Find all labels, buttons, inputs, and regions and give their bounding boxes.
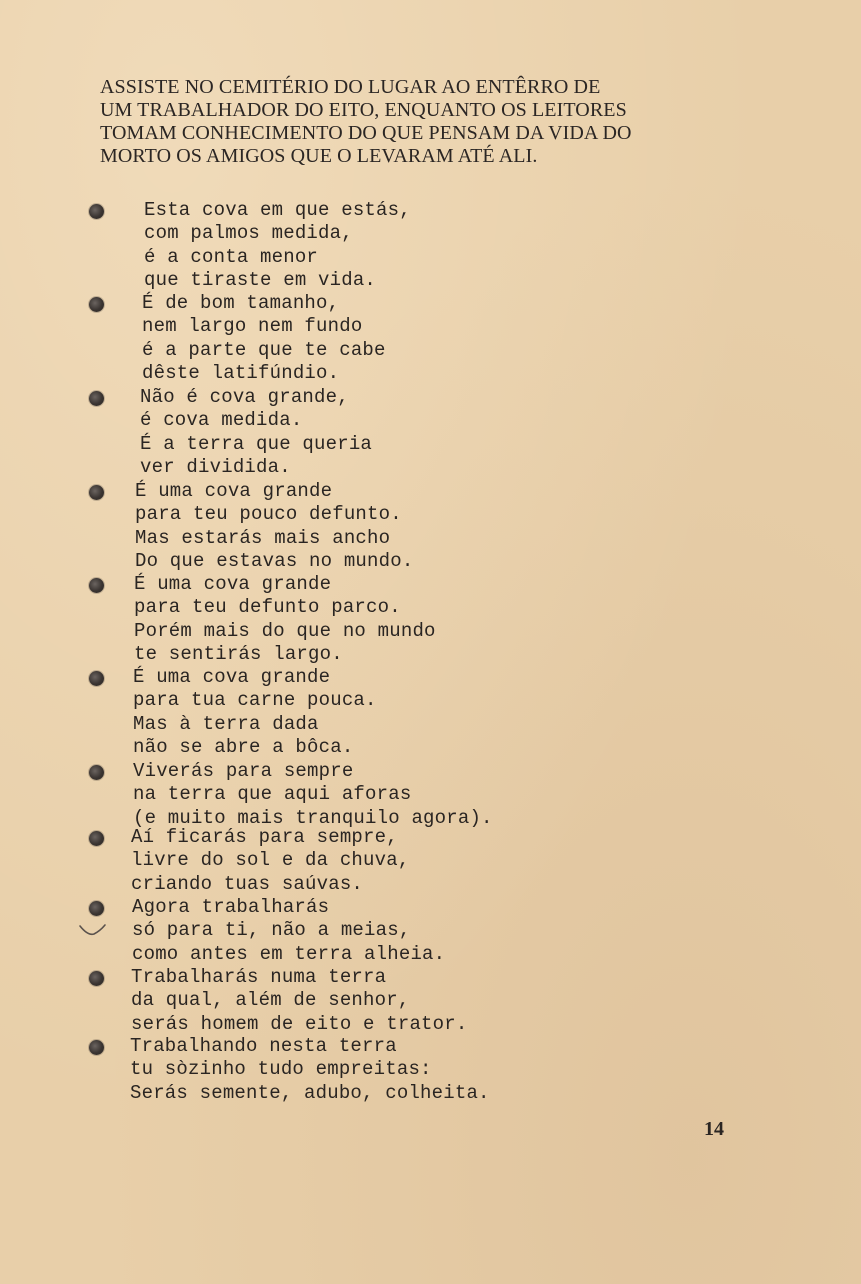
verse-line: Aí ficarás para sempre, xyxy=(131,826,398,848)
heading-line: ASSISTE NO CEMITÉRIO DO LUGAR AO ENTÊRRO DE xyxy=(100,76,601,98)
stanza-bullet-icon xyxy=(89,971,104,986)
stanza-bullet-icon xyxy=(89,831,104,846)
verse-line: livre do sol e da chuva, xyxy=(131,849,410,872)
verse-line: Trabalharás numa terra xyxy=(131,966,387,988)
verse-line: É uma cova grande xyxy=(135,480,333,502)
verse-line: para teu pouco defunto. xyxy=(135,503,402,526)
verse-line: (e muito mais tranquilo agora). xyxy=(133,806,493,829)
verse-line: não se abre a bôca. xyxy=(133,736,354,759)
verse-line: Do que estavas no mundo. xyxy=(135,550,414,573)
verse-line: dêste latifúndio. xyxy=(142,362,340,385)
stanza-bullet-icon xyxy=(89,1040,104,1055)
heading-line: UM TRABALHADOR DO EITO, ENQUANTO OS LEITORES xyxy=(100,99,627,121)
heading-line: MORTO OS AMIGOS QUE O LEVARAM ATÉ ALI. xyxy=(100,145,538,167)
verse-line: Agora trabalharás xyxy=(132,896,330,918)
verse-line: que tiraste em vida. xyxy=(144,269,377,292)
verse-line: na terra que aqui aforas xyxy=(133,783,412,806)
stanza-bullet-icon xyxy=(89,901,104,916)
verse-line: Porém mais do que no mundo xyxy=(134,619,436,642)
verse-line: É a terra que queria xyxy=(140,432,373,455)
verse-line: para tua carne pouca. xyxy=(133,689,377,712)
verse-line: É de bom tamanho, xyxy=(142,292,340,314)
verse-line: Não é cova grande, xyxy=(140,386,349,408)
verse-line: com palmos medida, xyxy=(144,222,353,245)
stanza-bullet-icon xyxy=(89,765,104,780)
verse-line: Mas estarás mais ancho xyxy=(135,526,391,549)
verse-line: tu sòzinho tudo empreitas: xyxy=(130,1058,432,1081)
verse-line: Esta cova em que estás, xyxy=(144,199,411,221)
stanza-bullet-icon xyxy=(89,204,104,219)
stanza-bullet-icon xyxy=(89,391,104,406)
verse-line: só para ti, não a meias, xyxy=(132,919,411,942)
verse-line: para teu defunto parco. xyxy=(134,596,401,619)
verse-line: Serás semente, adubo, colheita. xyxy=(130,1081,490,1104)
stanza-bullet-icon xyxy=(89,485,104,500)
verse-line: ver dividida. xyxy=(140,456,291,479)
verse-line: como antes em terra alheia. xyxy=(132,942,446,965)
stanza-bullet-icon xyxy=(89,578,104,593)
verse-line: é a parte que te cabe xyxy=(142,338,386,361)
verse-line: é cova medida. xyxy=(140,409,303,432)
verse-line: serás homem de eito e trator. xyxy=(131,1012,468,1035)
verse-line: é a conta menor xyxy=(144,245,319,268)
pencil-check-mark xyxy=(78,922,108,938)
page-number: 14 xyxy=(704,1118,724,1140)
verse-line: Trabalhando nesta terra xyxy=(130,1035,397,1057)
heading-line: TOMAM CONHECIMENTO DO QUE PENSAM DA VIDA DO xyxy=(100,122,632,144)
verse-line: da qual, além de senhor, xyxy=(131,989,410,1012)
verse-line: Mas à terra dada xyxy=(133,712,319,735)
verse-line: te sentirás largo. xyxy=(134,643,343,666)
poem-heading xyxy=(100,76,750,168)
verse-line: É uma cova grande xyxy=(133,666,331,688)
verse-line: Viverás para sempre xyxy=(133,760,354,782)
verse-line: É uma cova grande xyxy=(134,573,332,595)
stanza-bullet-icon xyxy=(89,297,104,312)
verse-line: nem largo nem fundo xyxy=(142,315,363,338)
verse-line: criando tuas saúvas. xyxy=(131,872,364,895)
stanza-bullet-icon xyxy=(89,671,104,686)
